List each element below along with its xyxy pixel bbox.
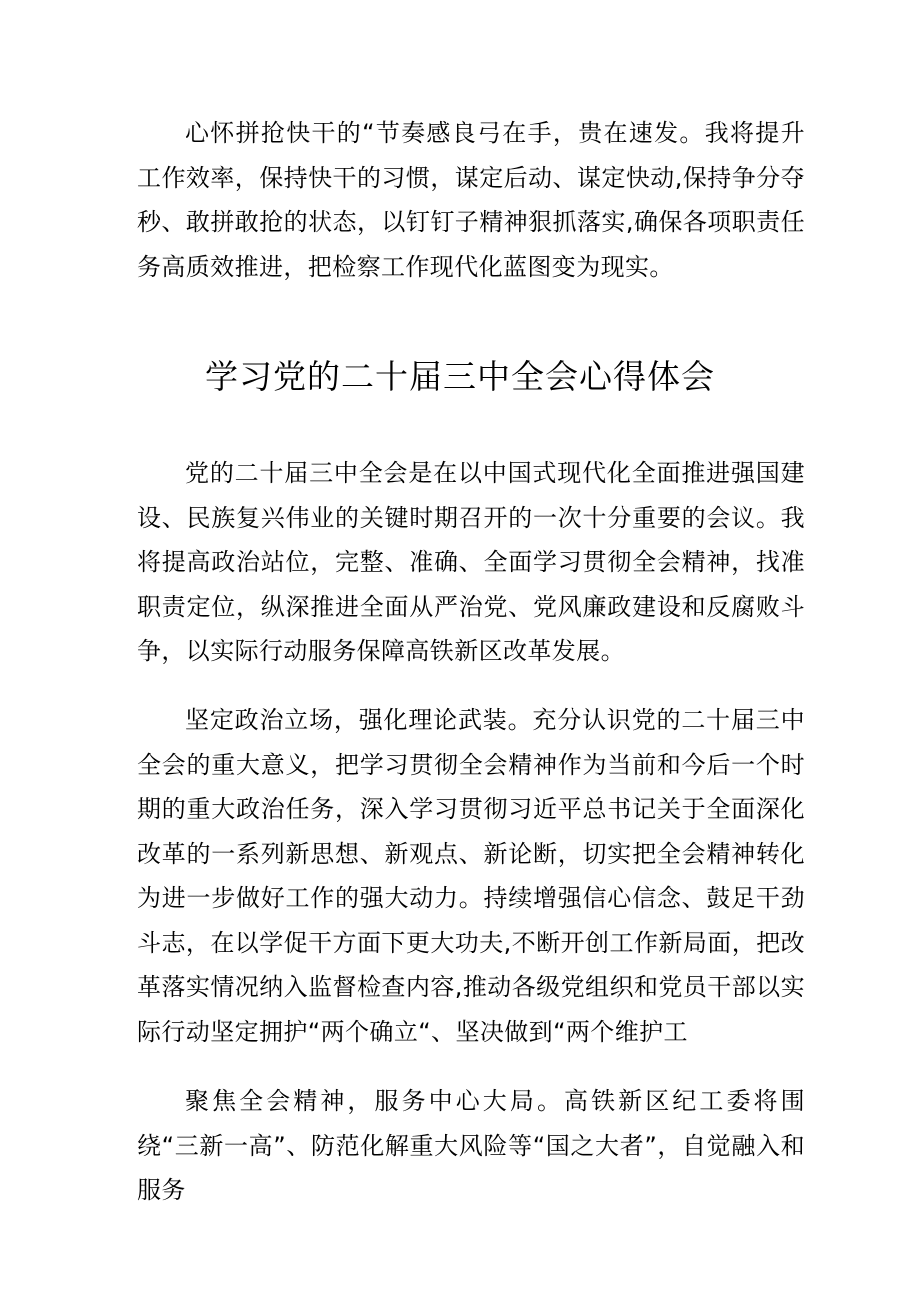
document-title: 学习党的二十届三中全会心得体会 (205, 357, 715, 396)
paragraph-work-efficiency: 心怀拼抢快干的“节奏感良弓在手，贵在速发。我将提升工作效率，保持快干的习惯，谋定后动、谋定快动,保持争分夺秒、敢拼敢抢的状态，以钉钉子精神狠抓落实,确保各项职责任务高质效推进，把检察工作现代化蓝图变为现实。 (137, 119, 805, 281)
paragraph-political-stance: 坚定政治立场，强化理论武装。充分认识党的二十届三中全会的重大意义，把学习贯彻全会精神作为当前和今后一个时期的重大政治任务，深入学习贯彻习近平总书记关于全面深化改革的一系列新思想、新观点、新论断，切实把全会精神转化为进一步做好工作的强大动力。持续增强信心信念、鼓足干劲斗志，在以学促干方面下更大功夫,不断开创工作新局面，把改革落实情况纳入监督检查内容,推动各级党组织和党员干部以实际行动坚定拥护“两个确立“、坚决做到“两个维护工 (137, 706, 805, 1046)
paragraph-serve-central-task: 聚焦全会精神，服务中心大局。高铁新区纪工委将围绕“三新一高”、防范化解重大风险等“国之大者”，自觉融入和服务 (137, 1087, 805, 1204)
paragraph-plenum-introduction: 党的二十届三中全会是在以中国式现代化全面推进强国建设、民族复兴伟业的关键时期召开的一次十分重要的会议。我将提高政治站位，完整、准确、全面学习贯彻全会精神，找准职责定位，纵深推进全面从严治党、党风廉政建设和反腐败斗争，以实际行动服务保障高铁新区改革发展。 (137, 459, 805, 665)
